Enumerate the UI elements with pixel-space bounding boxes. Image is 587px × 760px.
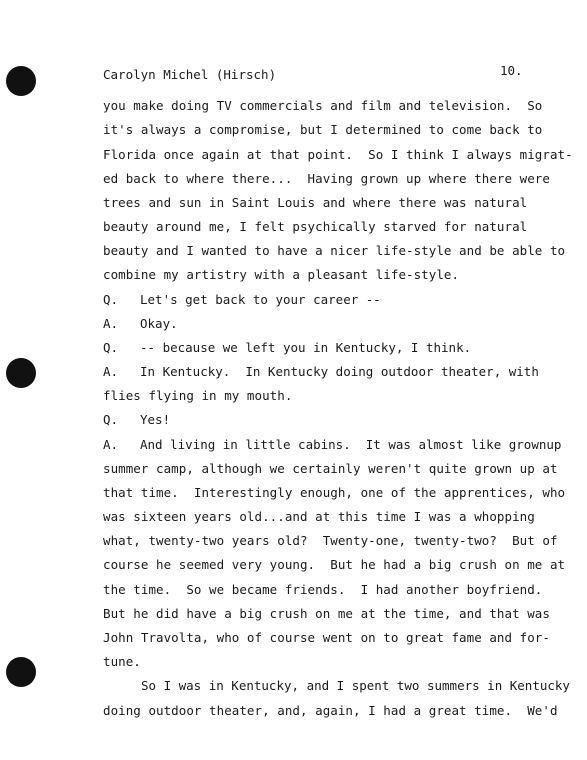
text-line: what, twenty-two years old? Twenty-one, twenty-two? But of	[103, 533, 558, 548]
punch-hole-bottom	[6, 657, 36, 687]
text-line-indented: So I was in Kentucky, and I spent two summers in Kentucky	[141, 678, 570, 693]
speech-text: Let's get back to your career --	[140, 292, 381, 307]
text-line: ed back to where there... Having grown up where there were	[103, 171, 550, 186]
speech-text: Yes!	[140, 412, 171, 427]
text-line: trees and sun in Saint Louis and where there was natural	[103, 195, 528, 210]
text-line: it's always a compromise, but I determined to come back to	[103, 122, 543, 137]
interviewee-name: Carolyn Michel (Hirsch)	[103, 67, 277, 82]
punch-hole-middle	[6, 358, 36, 388]
page-number: 10.	[500, 63, 523, 78]
text-line: flies flying in my mouth.	[103, 388, 293, 403]
text-line: beauty and I wanted to have a nicer life-style and be able to	[103, 243, 566, 258]
text-line: summer camp, although we certainly weren't quite grown up at	[103, 461, 558, 476]
speech-text: And living in little cabins. It was almost like grownup	[140, 437, 562, 452]
text-line: combine my artistry with a pleasant life-style.	[103, 267, 460, 282]
speaker-label: A.	[103, 437, 119, 452]
speech-text: -- because we left you in Kentucky, I think.	[140, 340, 472, 355]
speaker-label: Q.	[103, 292, 119, 307]
text-line: But he did have a big crush on me at the time, and that was	[103, 606, 550, 621]
speech-text: In Kentucky. In Kentucky doing outdoor theater, with	[140, 364, 539, 379]
speaker-label: A.	[103, 364, 119, 379]
text-line: doing outdoor theater, and, again, I had a great time. We'd	[103, 703, 558, 718]
text-line: course he seemed very young. But he had a big crush on me at	[103, 557, 566, 572]
text-line: you make doing TV commercials and film and television. So	[103, 98, 543, 113]
text-line: that time. Interestingly enough, one of the apprentices, who	[103, 485, 566, 500]
text-line: beauty around me, I felt psychically starved for natural	[103, 219, 528, 234]
text-line: Florida once again at that point. So I think I always migrat-	[103, 147, 573, 162]
text-line: was sixteen years old...and at this time I was a whopping	[103, 509, 535, 524]
text-line: John Travolta, who of course went on to great fame and for-	[103, 630, 550, 645]
speaker-label: A.	[103, 316, 119, 331]
punch-hole-top	[6, 66, 36, 96]
text-line: the time. So we became friends. I had another boyfriend.	[103, 582, 543, 597]
speech-text: Okay.	[140, 316, 178, 331]
text-line: tune.	[103, 654, 141, 669]
speaker-label: Q.	[103, 340, 119, 355]
speaker-label: Q.	[103, 412, 119, 427]
